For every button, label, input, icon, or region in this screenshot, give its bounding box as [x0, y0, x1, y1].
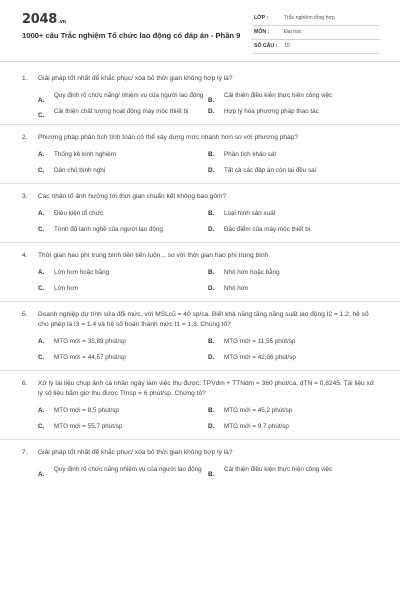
option-text: Cải thiện chất lượng hoạt động máy móc thiết bị [54, 107, 189, 115]
option-text: Nhỏ hơn [224, 284, 249, 292]
question-number: 7. [22, 449, 28, 456]
question-item [0, 251, 400, 293]
option-letter: B. [208, 210, 215, 217]
option-letter: C. [38, 225, 45, 233]
meta-key: SỐ CÂU : [254, 43, 278, 49]
option-text: Nhỏ hơn hoặc bằng [224, 269, 280, 276]
option-text: Quy định rõ chức năng/ nhiệm vụ của người lao động [54, 92, 204, 99]
option-text: Đặc điểm của máy móc thiết bị [224, 225, 311, 233]
option-text: Cải thiện điều kiện thực hiện công việc [224, 92, 333, 99]
answer-option[interactable] [208, 107, 378, 117]
question-item [0, 310, 400, 362]
answer-option[interactable] [38, 465, 208, 478]
document-meta [252, 13, 380, 55]
meta-value: 10 [284, 43, 290, 49]
answer-options [38, 465, 380, 478]
option-text: Phân tích khảo sát [224, 151, 277, 158]
answer-option[interactable] [208, 268, 378, 278]
answer-option[interactable] [208, 422, 378, 432]
option-letter: A. [38, 96, 45, 104]
answer-option[interactable] [208, 225, 378, 235]
answer-option[interactable] [208, 91, 378, 104]
question-number: 4. [22, 252, 28, 259]
answer-option[interactable] [208, 353, 378, 363]
question-item [0, 74, 400, 119]
document-title: 1000+ câu Trắc nghiệm Tổ chức lao động có đáp án - Phần 9 [22, 31, 241, 40]
question-number: 3. [22, 193, 28, 200]
question-divider [0, 301, 400, 302]
question-divider [0, 439, 400, 440]
answer-options [38, 209, 380, 234]
answer-options [38, 337, 380, 362]
option-text: Điều kiện tổ chức [54, 210, 104, 217]
answer-option[interactable] [38, 225, 208, 235]
answer-option[interactable] [38, 268, 208, 278]
option-letter: D. [208, 107, 215, 115]
question-text: Giải pháp tốt nhất để khắc phục/ xóa bỏ thời gian không hợp lý là? [38, 75, 233, 82]
answer-option[interactable] [208, 337, 378, 347]
option-letter: C. [38, 353, 45, 361]
answer-option[interactable] [208, 150, 378, 160]
option-text: Quy định rõ chức năng nhiệm vụ của người lao động [54, 466, 202, 473]
option-text: Cải thiện điều kiện thực hiện công việc [224, 466, 333, 473]
option-text: MTG mới = 8,5 phút/sp [54, 407, 119, 414]
meta-key: MÔN : [254, 29, 270, 35]
option-letter: B. [208, 151, 215, 158]
option-text: Tất cả các đáp án còn lại đều sai [224, 166, 317, 174]
option-letter: B. [208, 338, 215, 345]
answer-option[interactable] [38, 150, 208, 160]
question-divider [0, 242, 400, 243]
option-letter: D. [208, 422, 215, 430]
option-text: MTG mới = 9,7 phút/sp [224, 422, 289, 430]
answer-option[interactable] [38, 91, 208, 104]
option-text: Dân chủ bình nghị [54, 166, 106, 174]
answer-options [38, 150, 380, 175]
question-number: 1. [22, 75, 28, 82]
question-list [0, 74, 400, 478]
option-letter: D. [208, 166, 215, 174]
option-letter: B. [208, 470, 215, 478]
question-text: Xử lý tài liệu chụp ảnh cá nhân ngày làm việc thu được: TPVdm + TTNdm = 360 phút/ca, dTN = 0,8245. Tài liệu xử lý số liệu bấm giờ thu được Ttnsp = 6 phút/sp. Chứng tỏ? [38, 380, 375, 397]
option-text: MTG mới = 35,89 phút/sp [54, 338, 126, 345]
option-text: Lớn hơn [54, 284, 79, 292]
option-text: MTG mới = 44,57 phút/sp [54, 353, 126, 361]
answer-option[interactable] [38, 422, 208, 432]
option-text: Thống kê kinh nghiệm [54, 151, 116, 158]
answer-option[interactable] [208, 406, 378, 416]
meta-row-count [252, 41, 380, 54]
option-letter: A. [38, 269, 45, 276]
option-text: Lớn hơn hoặc bằng [54, 269, 110, 276]
answer-option[interactable] [38, 406, 208, 416]
answer-option[interactable] [38, 337, 208, 347]
option-letter: B. [208, 96, 215, 104]
meta-value: Trắc nghiệm tổng hợp [284, 15, 335, 21]
option-letter: D. [208, 353, 215, 361]
question-text: Các nhân tố ảnh hưởng tới thời gian chuẩn kết không bao gồm? [38, 193, 227, 200]
logo-main: 2048 [22, 12, 57, 27]
logo-sub: .vn [57, 19, 66, 25]
option-text: Loại hình sản xuất [224, 210, 276, 217]
question-text: Phương pháp phân tích tính toán có thể xây dựng mức nhanh hơn so với phương pháp? [38, 134, 299, 141]
question-divider [0, 370, 400, 371]
answer-options [38, 91, 380, 119]
question-item [0, 379, 400, 431]
option-text: MTG mới = 55,7 phút/sp [54, 422, 123, 430]
answer-option[interactable] [208, 166, 378, 176]
answer-option[interactable] [38, 166, 208, 176]
option-text: MTG mới = 45,2 phút/sp [224, 407, 293, 414]
question-item [0, 448, 400, 478]
meta-row-class [252, 13, 380, 26]
option-letter: C. [38, 112, 45, 119]
answer-option[interactable] [38, 107, 208, 117]
question-text: Giải pháp tốt nhất để khắc phục/ xóa bỏ thời gian không hợp lý là? [38, 449, 233, 456]
answer-option[interactable] [208, 209, 378, 219]
answer-option[interactable] [38, 209, 208, 219]
meta-row-subject [252, 27, 380, 40]
option-letter: D. [208, 225, 215, 233]
option-letter: A. [38, 151, 45, 158]
option-letter: C. [38, 166, 45, 174]
question-text: Doanh nghiệp dự tính sửa đổi mức, với MSLcũ = 40 sp/ca. Biết khả năng tăng năng suất lao động I2 = 1.2; hệ số cho phép là I3 = 1.4 và hệ số hoàn thành mức I1 = 1,3. Chúng tỏ? [38, 311, 369, 328]
answer-options [38, 268, 380, 293]
option-text: MTG mới = 11,55 phút/sp [224, 338, 296, 345]
option-letter: C. [38, 284, 45, 292]
meta-value: Đại học [284, 29, 302, 35]
answer-option[interactable] [38, 284, 208, 294]
option-letter: A. [38, 470, 45, 478]
answer-option[interactable] [208, 284, 378, 294]
option-text: Hợp lý hóa phương pháp thao tác [224, 107, 319, 115]
answer-option[interactable] [208, 465, 378, 478]
question-item [0, 133, 400, 175]
option-text: MTG mới = 42,06 phút/sp [224, 353, 296, 361]
question-divider [0, 124, 400, 125]
site-logo[interactable] [22, 12, 66, 27]
question-text: Thời gian hao phí trung bình tiên tiến luôn... so với thời gian hao phí trung bình [38, 252, 269, 259]
option-letter: C. [38, 422, 45, 430]
question-number: 5. [22, 311, 28, 318]
meta-key: LỚP : [254, 15, 269, 21]
question-number: 6. [22, 380, 28, 387]
document-header [0, 0, 400, 62]
option-text: Trình độ lành nghề của người lao động [54, 225, 163, 233]
option-letter: A. [38, 407, 45, 414]
option-letter: A. [38, 210, 45, 217]
option-letter: B. [208, 269, 215, 276]
question-number: 2. [22, 134, 28, 141]
option-letter: A. [38, 338, 45, 345]
question-divider [0, 183, 400, 184]
option-letter: B. [208, 407, 215, 414]
answer-option[interactable] [38, 353, 208, 363]
question-item [0, 192, 400, 234]
option-letter: D. [208, 284, 215, 292]
answer-options [38, 406, 380, 431]
